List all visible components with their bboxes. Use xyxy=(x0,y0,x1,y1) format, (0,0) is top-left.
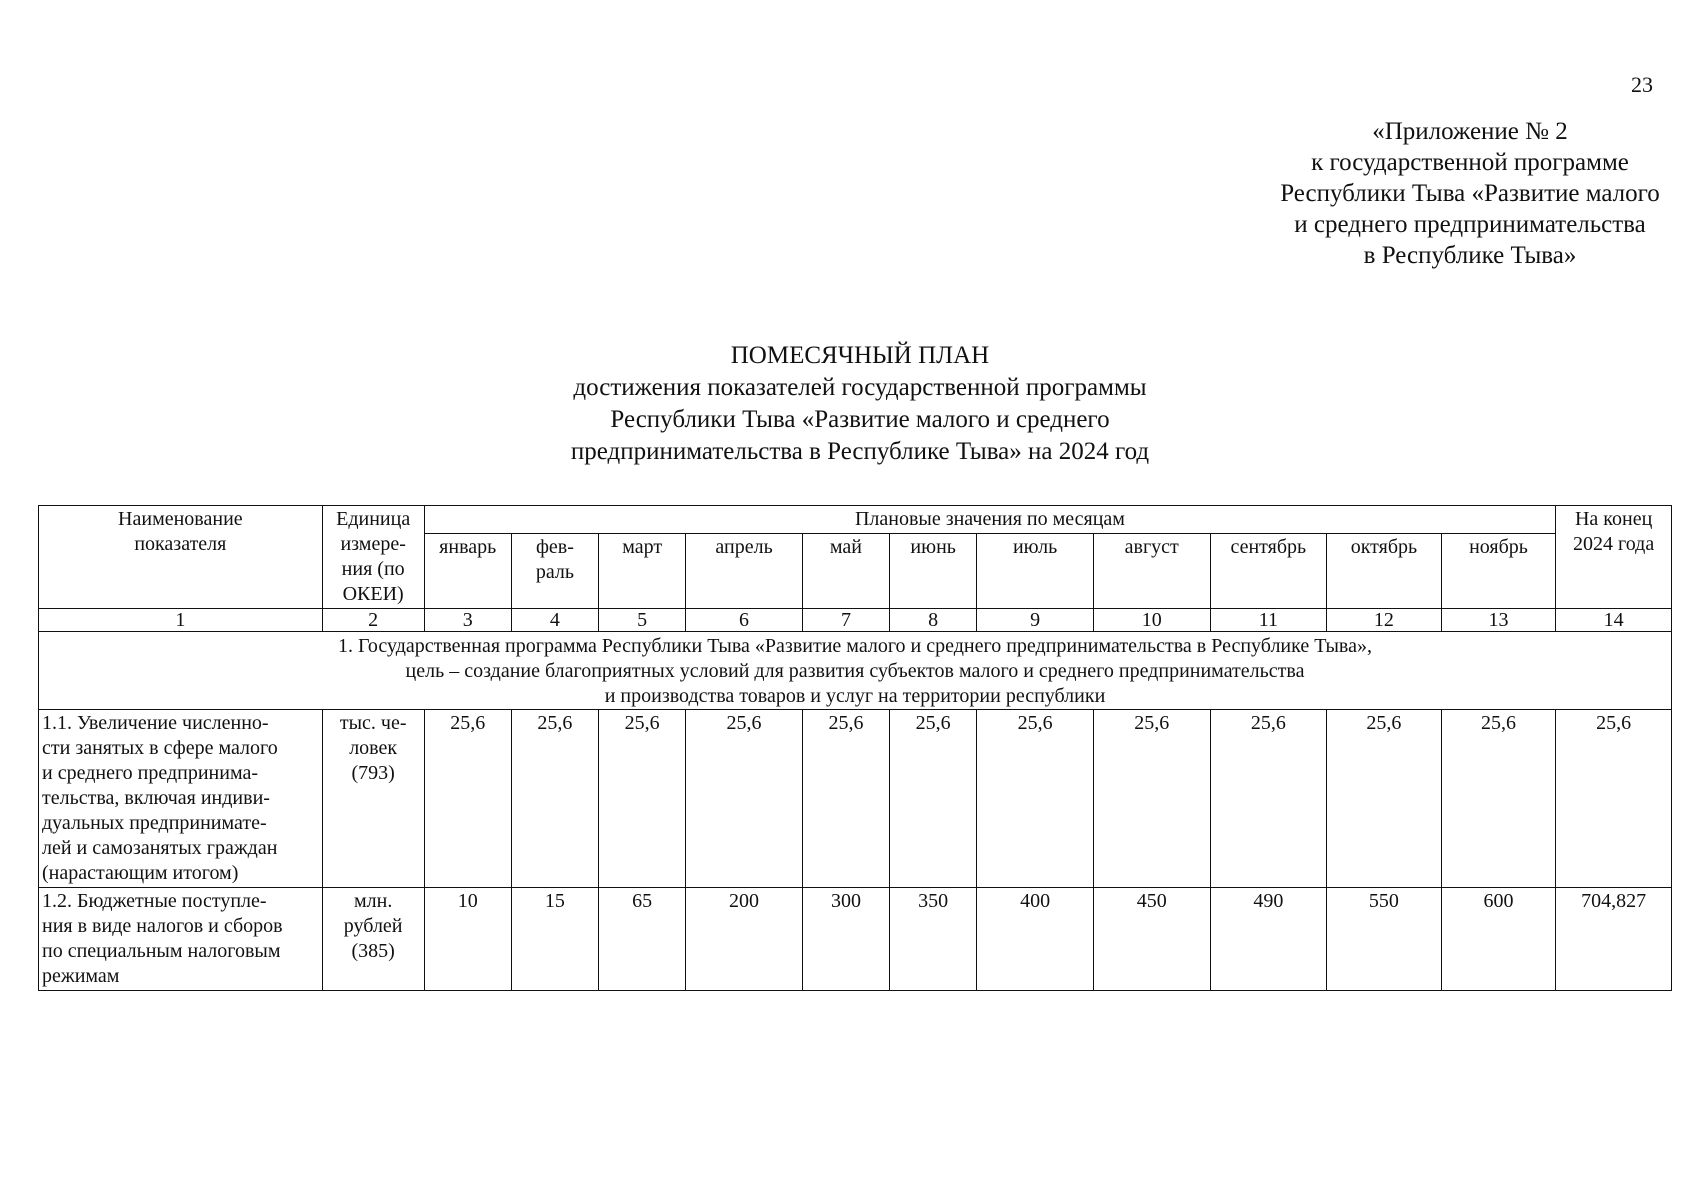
column-number: 14 xyxy=(1556,609,1672,632)
header-line: показателя xyxy=(134,533,227,555)
column-number: 7 xyxy=(802,609,889,632)
header-end xyxy=(1556,506,1672,609)
month-value: 25,6 xyxy=(1093,710,1210,888)
header-line: Единица xyxy=(336,508,411,530)
indicator-name xyxy=(39,888,323,991)
month-value: 550 xyxy=(1327,888,1442,991)
month-value: 25,6 xyxy=(802,710,889,888)
column-number: 12 xyxy=(1327,609,1442,632)
table-row xyxy=(39,888,1672,991)
name-line: сти занятых в сфере малого xyxy=(42,737,278,759)
month-value: 15 xyxy=(511,888,598,991)
month-value: 400 xyxy=(977,888,1094,991)
month-value: 300 xyxy=(802,888,889,991)
header-month xyxy=(511,534,598,609)
title-line: Республики Тыва «Развитие малого и среднего xyxy=(610,406,1110,433)
header-month xyxy=(686,534,803,609)
section-line: и производства товаров и услуг на территории республики xyxy=(604,685,1106,707)
month-value: 600 xyxy=(1441,888,1556,991)
header-line: измере- xyxy=(340,533,406,555)
header-month xyxy=(977,534,1094,609)
header-month xyxy=(890,534,977,609)
title-line: достижения показателей государственной программы xyxy=(573,374,1147,401)
appendix-line: к государственной программе xyxy=(1311,149,1629,176)
section-line: 1. Государственная программа Республики Тыва «Развитие малого и среднего предпринимательства в Республике Тыва», xyxy=(338,635,1372,657)
unit-line: тыс. че- xyxy=(339,712,407,734)
unit-line: ловек xyxy=(349,737,398,759)
header-planned: Плановые значения по месяцам xyxy=(424,506,1556,534)
year-end-value: 704,827 xyxy=(1556,888,1672,991)
month-label: ноябрь xyxy=(1469,536,1528,558)
name-line: и среднего предпринима- xyxy=(42,762,259,784)
name-line: режимам xyxy=(42,965,120,987)
name-line: (нарастающим итогом) xyxy=(42,862,239,884)
month-value: 200 xyxy=(686,888,803,991)
month-label: фев- xyxy=(535,536,574,558)
appendix-line: Республики Тыва «Развитие малого xyxy=(1280,180,1660,207)
column-number: 5 xyxy=(599,609,686,632)
column-number: 4 xyxy=(511,609,598,632)
header-name xyxy=(39,506,323,609)
month-label: март xyxy=(622,536,663,558)
header-line: Наименование xyxy=(118,508,243,530)
month-value: 490 xyxy=(1210,888,1327,991)
name-line: по специальным налоговым xyxy=(42,940,281,962)
header-line: 2024 года xyxy=(1573,533,1655,555)
column-number: 6 xyxy=(686,609,803,632)
page-number: 23 xyxy=(1631,72,1653,97)
name-line: 1.2. Бюджетные поступле- xyxy=(42,890,267,912)
name-line: 1.1. Увеличение численно- xyxy=(42,712,269,734)
month-label: август xyxy=(1124,536,1179,558)
month-value: 65 xyxy=(599,888,686,991)
plan-table xyxy=(38,505,1672,991)
column-number: 9 xyxy=(977,609,1094,632)
month-label: октябрь xyxy=(1350,536,1418,558)
unit-line: рублей xyxy=(343,915,403,937)
column-number: 2 xyxy=(322,609,424,632)
month-value: 25,6 xyxy=(1327,710,1442,888)
month-value: 25,6 xyxy=(977,710,1094,888)
column-number: 3 xyxy=(424,609,511,632)
month-label: сентябрь xyxy=(1230,536,1307,558)
appendix-line: и среднего предпринимательства xyxy=(1294,211,1646,238)
section-heading xyxy=(39,632,1672,710)
header-line: На конец xyxy=(1574,508,1653,530)
month-value: 450 xyxy=(1093,888,1210,991)
month-value: 25,6 xyxy=(1210,710,1327,888)
name-line: лей и самозанятых граждан xyxy=(42,837,278,859)
column-number: 10 xyxy=(1093,609,1210,632)
appendix-line: в Республике Тыва» xyxy=(1363,242,1577,269)
month-value: 25,6 xyxy=(890,710,977,888)
header-unit xyxy=(322,506,424,609)
header-month xyxy=(1327,534,1442,609)
indicator-unit xyxy=(322,710,424,888)
header-line: ния (по xyxy=(341,558,405,580)
month-label: май xyxy=(829,536,863,558)
appendix-note xyxy=(1140,116,1697,271)
name-line: ния в виде налогов и сборов xyxy=(42,915,283,937)
month-value: 25,6 xyxy=(424,710,511,888)
name-line: тельства, включая индиви- xyxy=(42,787,270,809)
header-month xyxy=(424,534,511,609)
month-value: 25,6 xyxy=(511,710,598,888)
column-number: 11 xyxy=(1210,609,1327,632)
month-label: апрель xyxy=(715,536,773,558)
title-line: предпринимательства в Республике Тыва» на 2024 год xyxy=(570,438,1150,465)
indicator-name xyxy=(39,710,323,888)
appendix-line: «Приложение № 2 xyxy=(1372,118,1568,145)
column-number-row xyxy=(39,609,1672,632)
column-number: 1 xyxy=(39,609,323,632)
header-month xyxy=(599,534,686,609)
month-label: июнь xyxy=(910,536,956,558)
month-label: январь xyxy=(439,536,497,558)
name-line: дуальных предпринимате- xyxy=(42,812,267,834)
table-row xyxy=(39,710,1672,888)
month-value: 25,6 xyxy=(686,710,803,888)
month-value: 350 xyxy=(890,888,977,991)
title-line: ПОМЕСЯЧНЫЙ ПЛАН xyxy=(730,342,990,369)
unit-line: (793) xyxy=(351,762,395,784)
month-label: июль xyxy=(1012,536,1058,558)
unit-line: млн. xyxy=(353,890,393,912)
unit-line: (385) xyxy=(351,940,395,962)
indicator-unit xyxy=(322,888,424,991)
section-line: цель – создание благоприятных условий для развития субъектов малого и среднего предпринимательства xyxy=(405,660,1305,682)
column-number: 8 xyxy=(890,609,977,632)
document-title xyxy=(0,340,1697,468)
header-month xyxy=(1441,534,1556,609)
month-value: 25,6 xyxy=(599,710,686,888)
section-row xyxy=(39,632,1672,710)
column-number: 13 xyxy=(1441,609,1556,632)
year-end-value: 25,6 xyxy=(1556,710,1672,888)
month-label: раль xyxy=(535,561,574,583)
header-month xyxy=(1210,534,1327,609)
month-value: 10 xyxy=(424,888,511,991)
header-line: ОКЕИ) xyxy=(342,583,404,605)
header-month xyxy=(802,534,889,609)
month-value: 25,6 xyxy=(1441,710,1556,888)
header-month xyxy=(1093,534,1210,609)
